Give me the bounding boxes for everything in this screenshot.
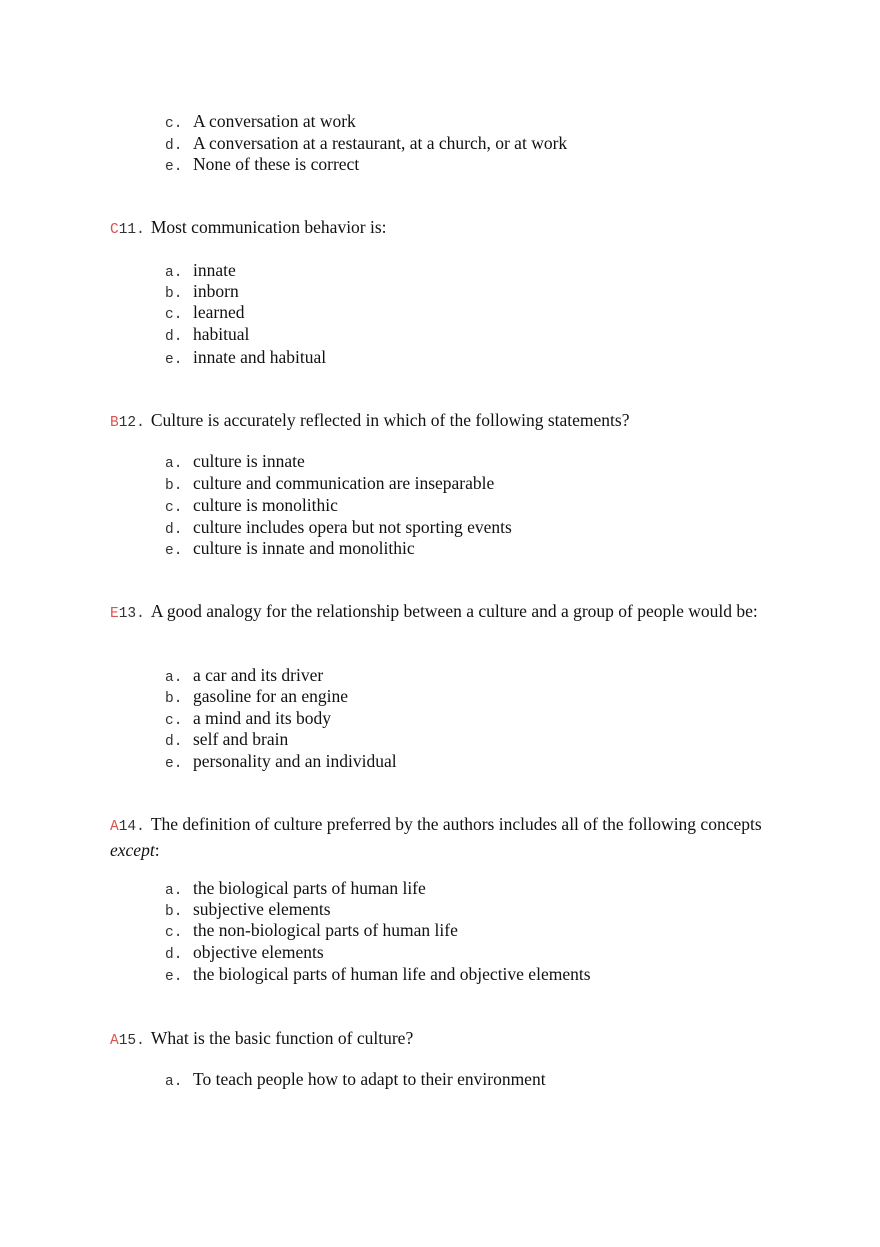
option-text: culture is innate and monolithic bbox=[193, 538, 415, 558]
q15-option-a bbox=[165, 1069, 546, 1093]
q13-option-e bbox=[165, 751, 397, 775]
q13-option-b bbox=[165, 686, 348, 710]
question-number: 12 bbox=[118, 415, 137, 431]
question-15-stem: A15. What is the basic function of culture? bbox=[110, 1028, 414, 1049]
option-text: culture is monolithic bbox=[193, 495, 338, 515]
option-text: the biological parts of human life bbox=[193, 878, 426, 898]
q11-option-d bbox=[165, 324, 249, 348]
option-letter: c. bbox=[165, 116, 183, 132]
option-text: culture includes opera but not sporting events bbox=[193, 517, 512, 537]
q14-option-d bbox=[165, 942, 324, 966]
question-number: 11 bbox=[118, 222, 137, 238]
answer-key: C bbox=[110, 222, 119, 238]
option-text: culture and communication are inseparable bbox=[193, 473, 495, 493]
question-text: Culture is accurately reflected in which of the following statements? bbox=[150, 410, 630, 430]
option-letter: d. bbox=[165, 947, 183, 963]
option-letter: c. bbox=[165, 307, 183, 323]
option-letter: d. bbox=[165, 138, 183, 154]
question-11-stem: C11. Most communication behavior is: bbox=[110, 217, 387, 238]
option-letter: b. bbox=[165, 691, 183, 707]
option-letter: d. bbox=[165, 734, 183, 750]
q13-option-d bbox=[165, 729, 288, 753]
question-12-stem: B12. Culture is accurately reflected in which of the following statements? bbox=[110, 410, 630, 431]
option-text: self and brain bbox=[193, 729, 289, 749]
option-letter: e. bbox=[165, 756, 183, 772]
option-letter: b. bbox=[165, 478, 183, 494]
option-c-prev bbox=[165, 111, 356, 135]
option-letter: a. bbox=[165, 670, 183, 686]
option-letter: c. bbox=[165, 925, 183, 941]
option-text: a car and its driver bbox=[193, 665, 324, 685]
question-13-stem: E13. A good analogy for the relationship between a culture and a group of people would be: bbox=[110, 601, 758, 622]
option-text: learned bbox=[193, 302, 245, 322]
option-letter: a. bbox=[165, 456, 183, 472]
option-letter: b. bbox=[165, 286, 183, 302]
option-letter: c. bbox=[165, 500, 183, 516]
q12-option-b bbox=[165, 473, 494, 497]
option-letter: a. bbox=[165, 1074, 183, 1090]
option-text: innate and habitual bbox=[193, 347, 327, 367]
option-text: subjective elements bbox=[193, 899, 331, 919]
q14-option-e bbox=[165, 964, 591, 988]
option-text: A conversation at work bbox=[193, 111, 356, 131]
option-text: None of these is correct bbox=[193, 154, 360, 174]
option-e-prev bbox=[165, 154, 359, 178]
option-letter: c. bbox=[165, 713, 183, 729]
option-letter: d. bbox=[165, 329, 183, 345]
answer-key: B bbox=[110, 415, 119, 431]
question-text: Most communication behavior is: bbox=[150, 217, 387, 237]
option-text: the biological parts of human life and objective elements bbox=[193, 964, 591, 984]
option-letter: e. bbox=[165, 159, 183, 175]
option-text: innate bbox=[193, 260, 236, 280]
option-text: inborn bbox=[193, 281, 239, 301]
question-text: What is the basic function of culture? bbox=[150, 1028, 414, 1048]
option-text: To teach people how to adapt to their environment bbox=[193, 1069, 546, 1089]
question-number: 15 bbox=[118, 1033, 137, 1049]
question-text: A good analogy for the relationship between a culture and a group of people would be: bbox=[150, 601, 758, 621]
option-letter: a. bbox=[165, 883, 183, 899]
option-letter: e. bbox=[165, 543, 183, 559]
question-suffix: : bbox=[154, 840, 160, 860]
option-text: personality and an individual bbox=[193, 751, 397, 771]
option-text: the non-biological parts of human life bbox=[193, 920, 458, 940]
option-text: gasoline for an engine bbox=[193, 686, 349, 706]
option-letter: e. bbox=[165, 969, 183, 985]
option-letter: b. bbox=[165, 904, 183, 920]
question-text: The definition of culture preferred by the authors includes all of the following concepts bbox=[150, 814, 762, 834]
option-text: A conversation at a restaurant, at a church, or at work bbox=[193, 133, 568, 153]
q12-option-c bbox=[165, 495, 338, 519]
option-text: objective elements bbox=[193, 942, 324, 962]
question-14-stem: A14. The definition of culture preferred by the authors includes all of the following concepts except: bbox=[110, 814, 762, 860]
option-text: a mind and its body bbox=[193, 708, 332, 728]
question-emphasis: except bbox=[110, 840, 155, 860]
question-number: 14 bbox=[118, 819, 137, 835]
option-letter: a. bbox=[165, 265, 183, 281]
question-number: 13 bbox=[118, 606, 137, 622]
option-letter: e. bbox=[165, 352, 183, 368]
option-letter: d. bbox=[165, 522, 183, 538]
answer-key: E bbox=[110, 606, 119, 622]
option-text: habitual bbox=[193, 324, 250, 344]
answer-key: A bbox=[110, 819, 119, 835]
option-text: culture is innate bbox=[193, 451, 305, 471]
q11-option-e bbox=[165, 347, 326, 371]
q11-option-c bbox=[165, 302, 245, 326]
q12-option-e bbox=[165, 538, 415, 562]
q12-option-a bbox=[165, 451, 305, 475]
q14-option-c bbox=[165, 920, 458, 944]
answer-key: A bbox=[110, 1033, 119, 1049]
